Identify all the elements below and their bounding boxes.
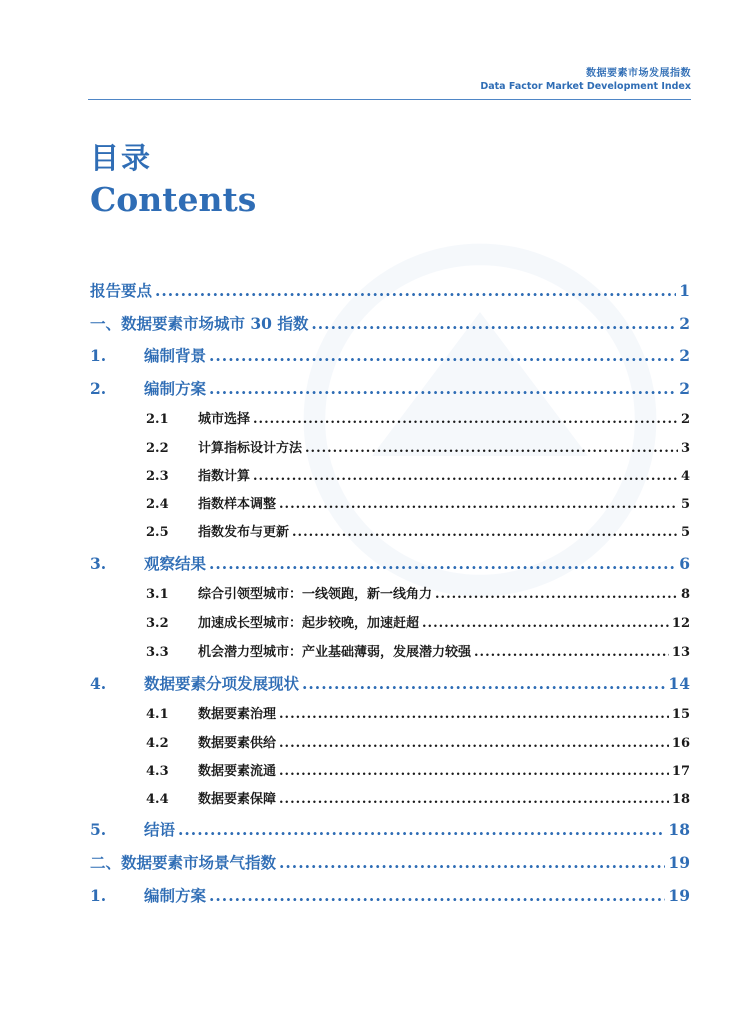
toc-entry-number: 4.3 bbox=[146, 764, 169, 779]
toc-entry[interactable] bbox=[90, 672, 690, 694]
toc-entry-title: 城市选择 bbox=[198, 412, 251, 427]
toc-dot-leader bbox=[305, 441, 678, 456]
toc-entry-number: 2.5 bbox=[146, 525, 169, 540]
toc-entry[interactable] bbox=[90, 279, 690, 301]
toc-dot-leader bbox=[209, 346, 676, 365]
toc-entry-title: 报告要点 bbox=[90, 281, 153, 300]
toc-entry-title: 数据要素治理 bbox=[198, 707, 277, 722]
toc-entry[interactable] bbox=[90, 818, 690, 840]
toc-entry-number: 3.1 bbox=[146, 587, 169, 602]
toc-entry-title: 数据要素流通 bbox=[198, 764, 277, 779]
toc-dot-leader bbox=[279, 497, 678, 512]
toc-entry-title: 一、数据要素市场城市 30 指数 bbox=[90, 314, 309, 333]
toc-entry[interactable] bbox=[90, 437, 690, 456]
toc-entry[interactable] bbox=[90, 377, 690, 399]
toc-dot-leader bbox=[178, 820, 665, 839]
toc-page-number: 17 bbox=[671, 764, 690, 779]
toc-entry-title: 计算指标设计方法 bbox=[198, 441, 303, 456]
toc-page-number: 4 bbox=[680, 469, 690, 484]
toc-page-number: 5 bbox=[680, 497, 690, 512]
toc-entry-number: 4. bbox=[90, 674, 107, 693]
toc-dot-leader bbox=[253, 412, 678, 427]
toc-entry[interactable] bbox=[90, 552, 690, 574]
toc-entry[interactable] bbox=[90, 760, 690, 779]
toc-entry-title: 编制方案 bbox=[144, 886, 207, 905]
toc-page-number: 12 bbox=[671, 616, 690, 631]
toc-entry[interactable] bbox=[90, 788, 690, 807]
toc-entry-number: 3. bbox=[90, 554, 107, 573]
toc-page-number: 2 bbox=[679, 346, 690, 365]
toc-page-number: 2 bbox=[680, 412, 690, 427]
page-title-cn: 目录 bbox=[90, 141, 153, 175]
toc-entry-number: 5. bbox=[90, 820, 107, 839]
toc-entry-title: 编制方案 bbox=[144, 379, 207, 398]
toc-page-number: 15 bbox=[671, 707, 690, 722]
toc-page-number: 14 bbox=[668, 674, 690, 693]
header-title-en: Data Factor Market Development Index bbox=[480, 81, 691, 92]
toc-entry-number: 1. bbox=[90, 886, 107, 905]
toc-dot-leader bbox=[279, 764, 669, 779]
toc-entry[interactable] bbox=[90, 521, 690, 540]
table-of-contents bbox=[90, 0, 690, 1024]
toc-entry[interactable] bbox=[90, 703, 690, 722]
toc-entry-number: 4.2 bbox=[146, 736, 169, 751]
toc-entry[interactable] bbox=[90, 465, 690, 484]
toc-entry[interactable] bbox=[90, 408, 690, 427]
toc-entry-number: 3.2 bbox=[146, 616, 169, 631]
toc-entry-title: 加速成长型城市：起步较晚，加速赶超 bbox=[198, 616, 420, 631]
toc-dot-leader bbox=[302, 674, 665, 693]
toc-dot-leader bbox=[279, 707, 669, 722]
toc-entry-number: 2.1 bbox=[146, 412, 169, 427]
toc-page-number: 8 bbox=[680, 587, 690, 602]
toc-page-number: 18 bbox=[668, 820, 690, 839]
toc-entry-number: 4.4 bbox=[146, 792, 169, 807]
toc-dot-leader bbox=[209, 379, 676, 398]
toc-entry[interactable] bbox=[90, 612, 690, 631]
toc-entry[interactable] bbox=[90, 493, 690, 512]
toc-entry-title: 数据要素分项发展现状 bbox=[144, 674, 300, 693]
toc-entry-title: 结语 bbox=[144, 820, 176, 839]
toc-entry-number: 2. bbox=[90, 379, 107, 398]
header-title-cn: 数据要素市场发展指数 bbox=[586, 68, 691, 79]
toc-entry-number: 3.3 bbox=[146, 645, 169, 660]
toc-page-number: 5 bbox=[680, 525, 690, 540]
toc-dot-leader bbox=[279, 792, 669, 807]
toc-entry-title: 指数样本调整 bbox=[198, 497, 277, 512]
toc-page-number: 19 bbox=[668, 853, 690, 872]
toc-dot-leader bbox=[279, 853, 665, 872]
toc-page-number: 2 bbox=[679, 379, 690, 398]
toc-entry-title: 编制背景 bbox=[144, 346, 207, 365]
toc-dot-leader bbox=[435, 587, 678, 602]
toc-entry-title: 机会潜力型城市：产业基础薄弱，发展潜力较强 bbox=[198, 645, 472, 660]
toc-entry[interactable] bbox=[90, 344, 690, 366]
toc-entry[interactable] bbox=[90, 583, 690, 602]
toc-entry[interactable] bbox=[90, 732, 690, 751]
toc-dot-leader bbox=[292, 525, 678, 540]
toc-page-number: 3 bbox=[680, 441, 690, 456]
toc-entry-number: 2.2 bbox=[146, 441, 169, 456]
toc-entry-title: 二、数据要素市场景气指数 bbox=[90, 853, 277, 872]
toc-entry-title: 指数计算 bbox=[198, 469, 251, 484]
toc-entry[interactable] bbox=[90, 851, 690, 873]
toc-dot-leader bbox=[279, 736, 669, 751]
toc-dot-leader bbox=[422, 616, 669, 631]
toc-page-number: 18 bbox=[671, 792, 690, 807]
toc-entry[interactable] bbox=[90, 884, 690, 906]
toc-entry-number: 2.3 bbox=[146, 469, 169, 484]
page-title-en: Contents bbox=[90, 180, 257, 219]
toc-page-number: 19 bbox=[668, 886, 690, 905]
toc-entry-title: 数据要素保障 bbox=[198, 792, 277, 807]
toc-page-number: 1 bbox=[679, 281, 690, 300]
toc-entry-number: 1. bbox=[90, 346, 107, 365]
toc-dot-leader bbox=[209, 554, 676, 573]
toc-dot-leader bbox=[253, 469, 678, 484]
toc-dot-leader bbox=[474, 645, 669, 660]
toc-entry-title: 数据要素供给 bbox=[198, 736, 277, 751]
toc-page-number: 2 bbox=[679, 314, 690, 333]
toc-entry-title: 指数发布与更新 bbox=[198, 525, 290, 540]
toc-page-number: 16 bbox=[671, 736, 690, 751]
toc-entry-title: 观察结果 bbox=[144, 554, 207, 573]
toc-entry[interactable] bbox=[90, 312, 690, 334]
toc-dot-leader bbox=[311, 314, 676, 333]
toc-entry[interactable] bbox=[90, 641, 690, 660]
toc-dot-leader bbox=[209, 886, 665, 905]
toc-page-number: 6 bbox=[679, 554, 690, 573]
toc-page-number: 13 bbox=[671, 645, 690, 660]
toc-dot-leader bbox=[155, 281, 676, 300]
toc-entry-number: 2.4 bbox=[146, 497, 169, 512]
toc-entry-number: 4.1 bbox=[146, 707, 169, 722]
toc-entry-title: 综合引领型城市：一线领跑，新一线角力 bbox=[198, 587, 433, 602]
